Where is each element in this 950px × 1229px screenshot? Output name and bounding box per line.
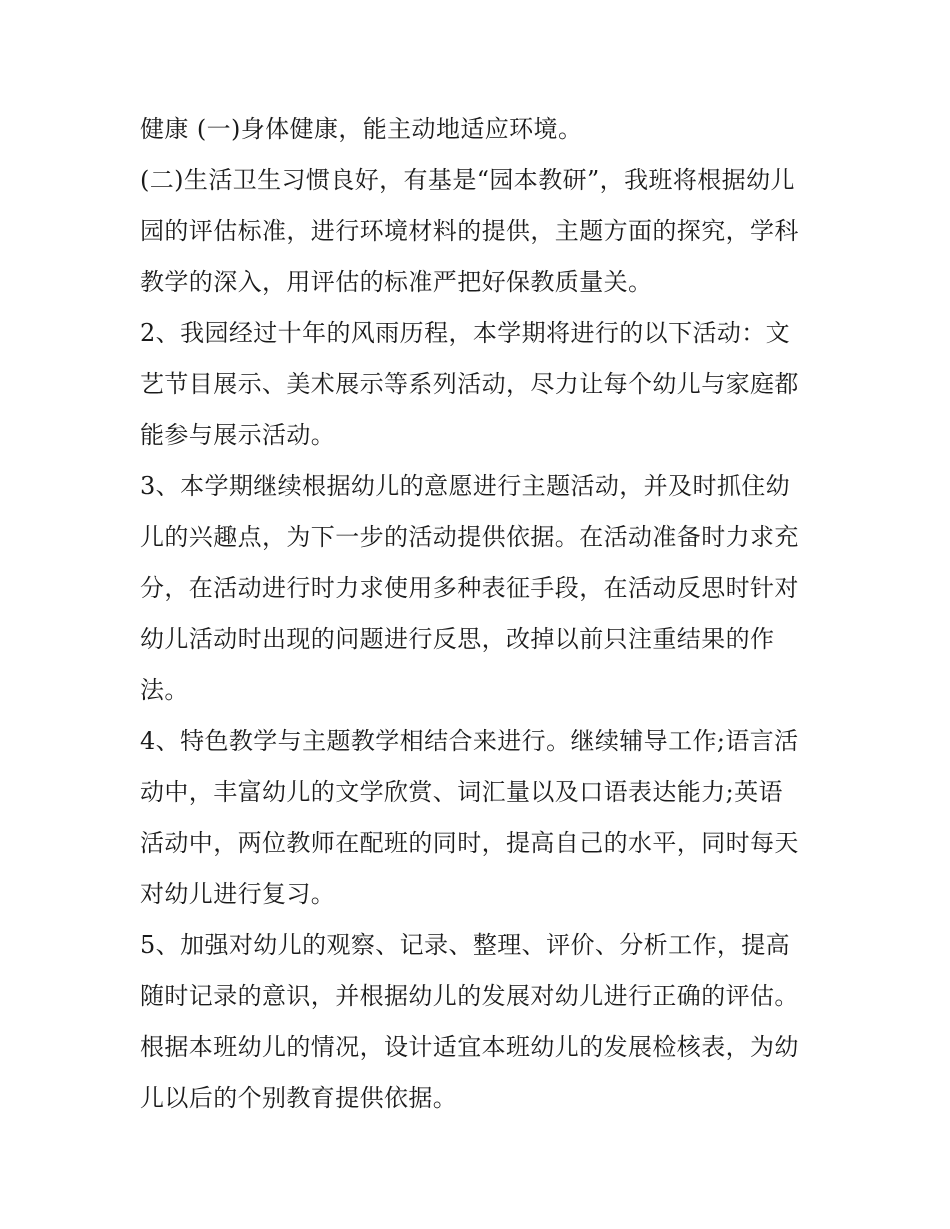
text-line: 健康 (一)身体健康，能主动地适应环境。 — [140, 115, 583, 143]
text-line: 根据本班幼儿的情况，设计适宜本班幼儿的发展检核表，为幼 — [140, 1033, 799, 1061]
text-line: 儿的兴趣点，为下一步的活动提供依据。在活动准备时力求充 — [140, 523, 799, 551]
text-line: 儿以后的个别教育提供依据。 — [140, 1084, 458, 1112]
text-line: 3、本学期继续根据幼儿的意愿进行主题活动，并及时抓住幼 — [140, 472, 791, 500]
text-line: 分，在活动进行时力求使用多种表征手段，在活动反思时针对 — [140, 574, 799, 602]
text-line: 能参与展示活动。 — [140, 421, 336, 449]
document-body — [140, 104, 820, 1124]
text-line: (二)生活卫生习惯良好，有基是“园本教研”，我班将根据幼儿 — [140, 166, 795, 194]
text-line: 园的评估标准，进行环境材料的提供，主题方面的探究，学科 — [140, 217, 799, 245]
text-line: 5、加强对幼儿的观察、记录、整理、评价、分析工作，提高 — [140, 931, 791, 959]
text-line: 幼儿活动时出现的问题进行反思，改掉以前只注重结果的作 — [140, 625, 775, 653]
text-line: 教学的深入，用评估的标准严把好保教质量关。 — [140, 268, 653, 296]
text-line: 法。 — [140, 676, 189, 704]
text-line: 艺节目展示、美术展示等系列活动，尽力让每个幼儿与家庭都 — [140, 370, 799, 398]
text-line: 动中，丰富幼儿的文学欣赏、词汇量以及口语表达能力;英语 — [140, 778, 783, 806]
text-line: 2、我园经过十年的风雨历程，本学期将进行的以下活动：文 — [140, 319, 791, 347]
text-line: 对幼儿进行复习。 — [140, 880, 336, 908]
text-line: 4、特色教学与主题教学相结合来进行。继续辅导工作;语言活 — [140, 727, 799, 755]
text-line: 活动中，两位教师在配班的同时，提高自己的水平，同时每天 — [140, 829, 799, 857]
text-line: 随时记录的意识，并根据幼儿的发展对幼儿进行正确的评估。 — [140, 982, 799, 1010]
